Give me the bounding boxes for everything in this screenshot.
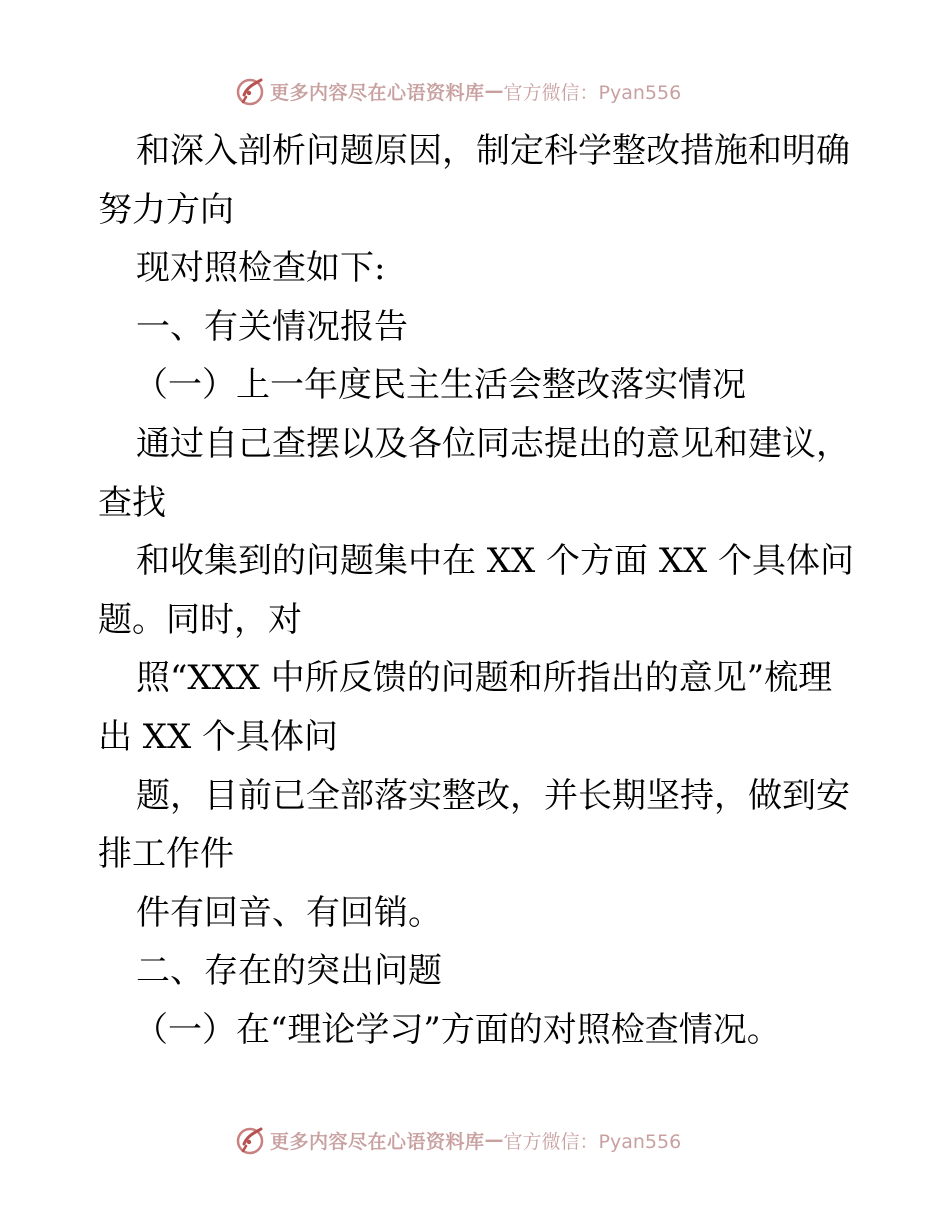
watermark-separator: — bbox=[484, 80, 504, 102]
logo-icon bbox=[234, 1124, 266, 1156]
paragraph-line: 和深入剖析问题原因，制定科学整改措施和明确 bbox=[136, 131, 850, 171]
subsection-heading: （一）上一年度民主生活会整改落实情况 bbox=[134, 365, 746, 406]
watermark-site-text: 更多内容尽在心语资料库 bbox=[270, 1130, 485, 1153]
paragraph-line: 现对照检查如下: bbox=[136, 248, 386, 289]
paragraph-line: 题，目前已全部落实整改，并长期坚持，做到安 bbox=[136, 775, 850, 816]
document-body bbox=[98, 122, 858, 1060]
paragraph-line: 努力方向 bbox=[98, 189, 234, 230]
logo-icon bbox=[234, 75, 266, 107]
subsection-heading: （一）在“理论学习”方面的对照检查情况。 bbox=[134, 1009, 781, 1050]
watermark-site-text: 更多内容尽在心语资料库 bbox=[270, 81, 485, 104]
watermark-separator: — bbox=[484, 1129, 504, 1151]
section-heading: 一、有关情况报告 bbox=[136, 306, 408, 347]
paragraph-line: 件有回音、有回销。 bbox=[136, 892, 442, 933]
paragraph-line: 通过自己查摆以及各位同志提出的意见和建议， bbox=[136, 423, 850, 464]
paragraph-line: 查找 bbox=[98, 482, 166, 523]
paragraph-line: 排工作件 bbox=[98, 834, 234, 875]
header-watermark bbox=[234, 73, 681, 109]
paragraph-line: 题。同时，对 bbox=[98, 599, 302, 640]
section-heading: 二、存在的突出问题 bbox=[136, 951, 442, 992]
paragraph-line: 照“XXX 中所反馈的问题和所指出的意见”梳理 bbox=[136, 658, 833, 699]
paragraph-line: 和收集到的问题集中在 XX 个方面 XX 个具体问 bbox=[136, 541, 855, 582]
watermark-contact: 官方微信：Pyan556 bbox=[503, 81, 682, 104]
footer-watermark bbox=[234, 1122, 681, 1158]
watermark-contact: 官方微信：Pyan556 bbox=[503, 1130, 682, 1153]
paragraph-line: 出 XX 个具体问 bbox=[98, 716, 339, 757]
